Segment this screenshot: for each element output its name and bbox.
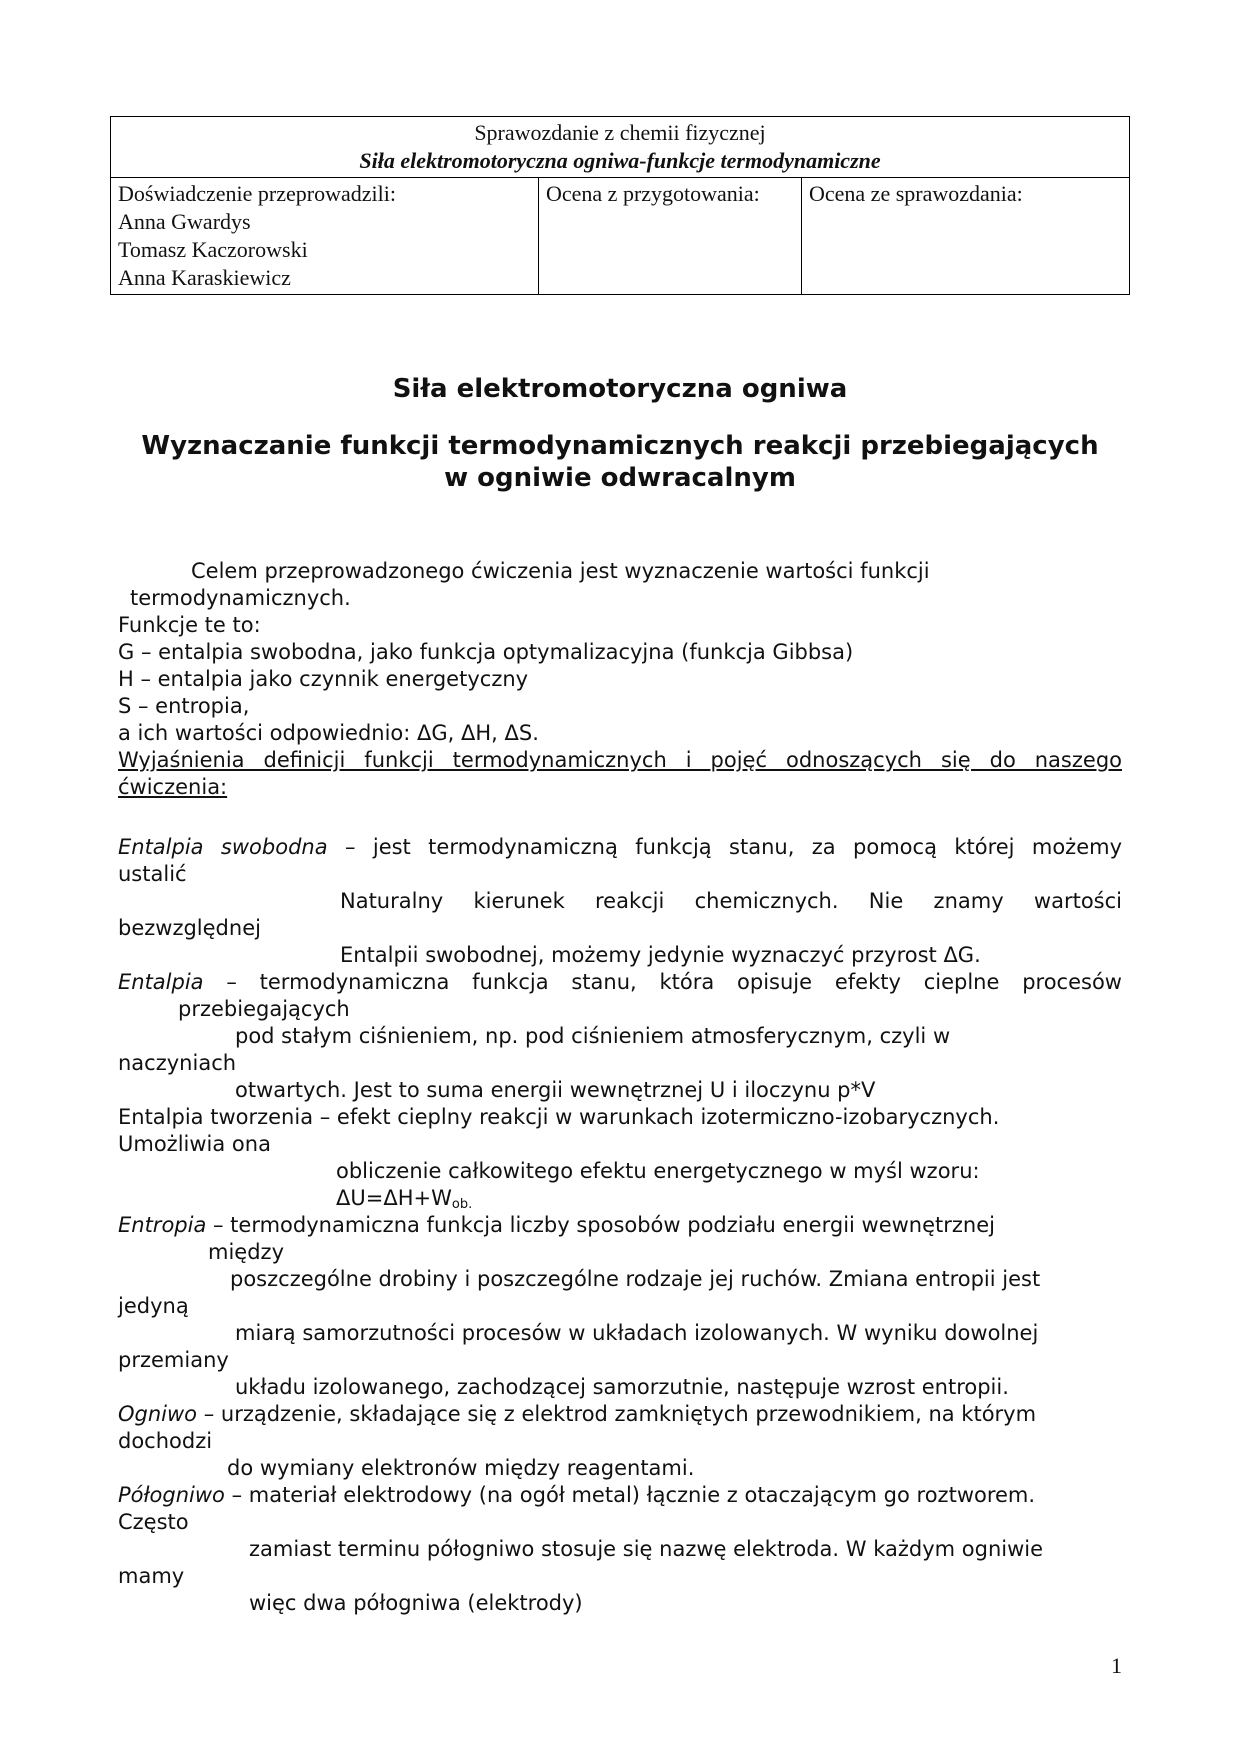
definition-line: miarą samorzutności procesów w układach izolowanych. W wyniku dowolnej	[235, 1321, 1039, 1345]
person-name: Anna Gwardys	[118, 209, 251, 234]
definition-text: – materiał elektrodowy (na ogół metal) łącznie z otaczającym go roztworem.	[224, 1483, 1036, 1507]
definition-line: Umożliwia ona	[118, 1132, 271, 1156]
definition-line	[118, 1212, 1122, 1239]
performed-by-label: Doświadczenie przeprowadzili:	[118, 181, 396, 206]
definition-line: otwartych. Jest to suma energii wewnętrznej U i iloczynu p*V	[235, 1078, 876, 1102]
definition-line: Entalpia tworzenia – efekt cieplny reakcji w warunkach izotermiczno-izobarycznych.	[118, 1105, 1000, 1129]
definition-line: pod stałym ciśnieniem, np. pod ciśnieniem atmosferycznym, czyli w	[235, 1024, 951, 1048]
formula-main: ΔU=ΔH+W	[336, 1186, 452, 1210]
definition-line: ustalić	[118, 862, 187, 886]
definition-line: Entalpii swobodnej, możemy jedynie wyznaczyć przyrost ΔG.	[340, 943, 981, 967]
definition-line: obliczenie całkowitego efektu energetycznego w myśl wzoru:	[336, 1159, 980, 1183]
intro-line: Celem przeprowadzonego ćwiczenia jest wyznaczenie wartości funkcji	[191, 559, 930, 583]
definition-text: – urządzenie, składające się z elektrod zamkniętych przewodnikiem, na którym	[197, 1402, 1037, 1426]
definition-text: – termodynamiczna funkcja stanu, która opisuje efekty cieplne procesów	[203, 970, 1122, 994]
report-grade-cell	[802, 178, 1130, 295]
section-heading: Wyjaśnienia definicji funkcji termodynamicznych i pojęć odnoszących się do naszego	[118, 748, 1122, 772]
definition-line: między	[208, 1240, 284, 1264]
intro-line: termodynamicznych.	[130, 586, 351, 610]
subject-line: Siła elektromotoryczna ogniwa-funkcje termodynamiczne	[359, 148, 881, 173]
term: Ogniwo	[118, 1402, 198, 1426]
definition-line	[118, 1482, 1122, 1509]
definition-line: Często	[118, 1510, 189, 1534]
header-table	[110, 116, 1130, 295]
term: Entalpia	[118, 970, 204, 994]
subtitle-line-1: Wyznaczanie funkcji termodynamicznych reakcji przebiegających	[141, 431, 1099, 461]
subtitle-line-2: w ogniwie odwracalnym	[444, 463, 796, 493]
spacer	[118, 801, 1122, 828]
formula	[118, 1185, 1122, 1212]
intro-line: Funkcje te to:	[118, 613, 261, 637]
definition-line: więc dwa półogniwa (elektrody)	[249, 1591, 583, 1615]
person-name: Anna Karaskiewicz	[118, 265, 291, 290]
prep-grade-label: Ocena z przygotowania:	[546, 181, 760, 206]
person-name: Tomasz Kaczorowski	[118, 237, 308, 262]
term: Entropia	[118, 1213, 207, 1237]
page-subtitle	[110, 430, 1130, 494]
definition-line	[118, 834, 1122, 861]
document-body	[118, 558, 1122, 1617]
definition-line: układu izolowanego, zachodzącej samorzutnie, następuje wzrost entropii.	[235, 1375, 1009, 1399]
definition-line: mamy	[118, 1564, 185, 1588]
intro-line: S – entropia,	[118, 694, 250, 718]
report-line: Sprawozdanie z chemii fizycznej	[474, 120, 766, 145]
section-heading: ćwiczenia:	[118, 775, 228, 799]
definition-line: jedyną	[118, 1294, 189, 1318]
intro-line: G – entalpia swobodna, jako funkcja optymalizacyjna (funkcja Gibbsa)	[118, 640, 854, 664]
definition-line: do wymiany elektronów między reagentami.	[227, 1456, 695, 1480]
definition-line: bezwzględnej	[118, 916, 261, 940]
formula-subscript: ob.	[451, 1197, 473, 1212]
definition-line: przemiany	[118, 1348, 229, 1372]
definition-line: naczyniach	[118, 1051, 237, 1075]
intro-line: H – entalpia jako czynnik energetyczny	[118, 667, 529, 691]
definition-line: poszczególne drobiny i poszczególne rodzaje jej ruchów. Zmiana entropii jest	[230, 1267, 1041, 1291]
page-title: Siła elektromotoryczna ogniwa	[392, 374, 848, 404]
prep-grade-cell	[539, 178, 802, 295]
definition-line: Naturalny kierunek reakcji chemicznych. Nie znamy wartości	[340, 889, 1122, 913]
report-title-cell	[111, 117, 1130, 178]
definition-line: przebiegających	[178, 997, 350, 1021]
intro-line: a ich wartości odpowiednio: ΔG, ΔH, ΔS.	[118, 721, 539, 745]
definition-text: – jest termodynamiczną funkcją stanu, za pomocą której możemy	[327, 835, 1123, 859]
definition-line: dochodzi	[118, 1429, 213, 1453]
definition-line	[118, 969, 1122, 996]
definition-line	[118, 1401, 1122, 1428]
page-number: 1	[1111, 1653, 1122, 1678]
term: Półogniwo	[118, 1483, 225, 1507]
performers-cell	[111, 178, 539, 295]
term: Entalpia swobodna	[118, 835, 328, 859]
definition-text: – termodynamiczna funkcja liczby sposobów podziału energii wewnętrznej	[206, 1213, 995, 1237]
definition-line: zamiast terminu półogniwo stosuje się nazwę elektroda. W każdym ogniwie	[249, 1537, 1044, 1561]
report-grade-label: Ocena ze sprawozdania:	[809, 181, 1023, 206]
